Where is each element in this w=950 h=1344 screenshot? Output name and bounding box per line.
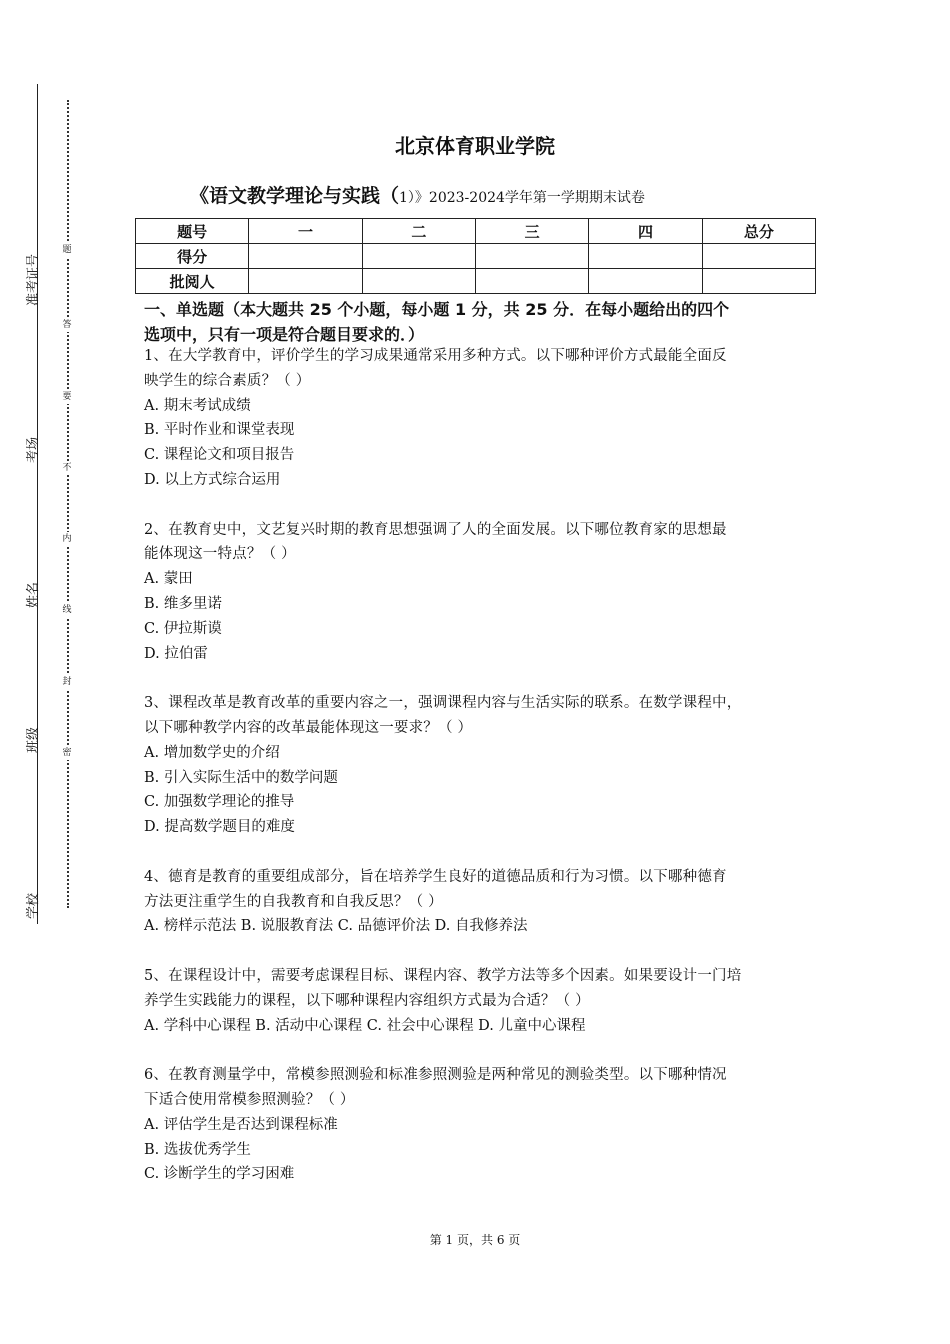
option: C. 伊拉斯谟 bbox=[144, 620, 222, 637]
seal-char: 题 bbox=[60, 243, 74, 257]
option-line: A. 榜样示范法 B. 说服教育法 C. 品德评价法 D. 自我修养法 bbox=[144, 918, 528, 935]
grader-cell[interactable] bbox=[362, 269, 475, 294]
page-footer: 第 1 页，共 6 页 bbox=[429, 1233, 521, 1247]
option: B. 引入实际生活中的数学问题 bbox=[144, 769, 338, 786]
margin-label-exam-room: 考场 bbox=[26, 437, 41, 464]
option: A. 增加数学史的介绍 bbox=[144, 744, 280, 761]
margin-label-exam-id: 准考证号 bbox=[26, 253, 41, 306]
score-table-header-cell: 总分 bbox=[702, 219, 815, 244]
option: D. 拉伯雷 bbox=[144, 645, 208, 662]
question-stem: 4、德育是教育的重要组成部分，旨在培养学生良好的道德品质和行为习惯。以下哪种德育 bbox=[144, 868, 727, 885]
question-stem: 能体现这一特点？（ ） bbox=[144, 546, 296, 563]
option: D. 以上方式综合运用 bbox=[144, 471, 281, 488]
score-cell[interactable] bbox=[589, 244, 702, 269]
grader-cell[interactable] bbox=[702, 269, 815, 294]
grader-row-label: 批阅人 bbox=[136, 269, 249, 294]
option: A. 评估学生是否达到课程标准 bbox=[144, 1116, 338, 1133]
seal-char: 内 bbox=[60, 532, 74, 546]
margin-label-school: 学校 bbox=[26, 893, 41, 920]
question-4 bbox=[144, 865, 820, 939]
question-list bbox=[144, 344, 820, 1212]
grader-cell[interactable] bbox=[589, 269, 702, 294]
score-table bbox=[135, 218, 816, 294]
score-cell[interactable] bbox=[702, 244, 815, 269]
seal-char: 要 bbox=[60, 390, 74, 404]
question-stem: 3、课程改革是教育改革的重要内容之一，强调课程内容与生活实际的联系。在数学课程中， bbox=[144, 695, 742, 712]
seal-char: 密 bbox=[60, 746, 74, 760]
score-cell[interactable] bbox=[475, 244, 588, 269]
section-heading bbox=[144, 297, 820, 347]
question-stem: 5、在课程设计中，需要考虑课程目标、课程内容、教学方法等多个因素。如果要设计一门培 bbox=[144, 967, 742, 984]
seal-char: 不 bbox=[60, 461, 74, 475]
option: A. 蒙田 bbox=[144, 571, 193, 588]
score-table-row-score bbox=[136, 244, 816, 269]
score-table-header-cell: 二 bbox=[362, 219, 475, 244]
score-table-header-row bbox=[136, 219, 816, 244]
seal-char: 封 bbox=[60, 675, 74, 689]
binding-margin-line bbox=[37, 84, 38, 924]
question-stem: 下适合使用常模参照测验？（ ） bbox=[144, 1091, 355, 1108]
grader-cell[interactable] bbox=[249, 269, 362, 294]
question-stem: 以下哪种教学内容的改革最能体现这一要求？（ ） bbox=[144, 719, 473, 736]
seal-dotted-line bbox=[67, 100, 69, 908]
exam-title-rest: 1）》2023-2024学年第一学期期末试卷 bbox=[399, 190, 645, 206]
question-stem: 2、在教育史中，文艺复兴时期的教育思想强调了人的全面发展。以下哪位教育家的思想最 bbox=[144, 521, 727, 538]
exam-title bbox=[190, 181, 830, 208]
option: B. 平时作业和课堂表现 bbox=[144, 422, 295, 439]
score-table-header-cell: 四 bbox=[589, 219, 702, 244]
seal-char: 答 bbox=[60, 318, 74, 332]
margin-label-class: 班级 bbox=[26, 727, 41, 754]
question-3 bbox=[144, 691, 820, 840]
question-stem: 映学生的综合素质？（ ） bbox=[144, 372, 311, 389]
score-table-header-cell: 三 bbox=[475, 219, 588, 244]
section-heading-line: 选项中，只有一项是符合题目要求的．） bbox=[144, 325, 425, 344]
option: A. 期末考试成绩 bbox=[144, 397, 251, 414]
option: B. 维多里诺 bbox=[144, 595, 222, 612]
option: C. 课程论文和项目报告 bbox=[144, 447, 295, 464]
option: C. 诊断学生的学习困难 bbox=[144, 1166, 295, 1183]
score-cell[interactable] bbox=[362, 244, 475, 269]
margin-label-name: 姓名 bbox=[26, 582, 41, 609]
score-table-header-cell: 题号 bbox=[136, 219, 249, 244]
option-line: A. 学科中心课程 B. 活动中心课程 C. 社会中心课程 D. 儿童中心课程 bbox=[144, 1017, 586, 1034]
question-stem: 6、在教育测量学中，常模参照测验和标准参照测验是两种常见的测验类型。以下哪种情况 bbox=[144, 1067, 727, 1084]
question-1 bbox=[144, 344, 820, 493]
question-stem: 1、在大学教育中，评价学生的学习成果通常采用多种方式。以下哪种评价方式最能全面反 bbox=[144, 348, 727, 364]
option: B. 选拔优秀学生 bbox=[144, 1141, 251, 1158]
option: D. 提高数学题目的难度 bbox=[144, 819, 295, 836]
question-stem: 方法更注重学生的自我教育和自我反思？（ ） bbox=[144, 893, 443, 910]
question-stem: 养学生实践能力的课程，以下哪种课程内容组织方式最为合适？（ ） bbox=[144, 992, 590, 1009]
school-title: 北京体育职业学院 bbox=[395, 134, 555, 158]
section-heading-line: 一、单选题（本大题共 25 个小题，每小题 1 分，共 25 分．在每小题给出的四个 bbox=[144, 300, 730, 319]
exam-title-main: 《语文教学理论与实践（ bbox=[190, 185, 400, 207]
score-cell[interactable] bbox=[249, 244, 362, 269]
grader-cell[interactable] bbox=[475, 269, 588, 294]
score-table-row-grader bbox=[136, 269, 816, 294]
option: C. 加强数学理论的推导 bbox=[144, 794, 295, 811]
seal-char: 线 bbox=[60, 603, 74, 617]
score-table-header-cell: 一 bbox=[249, 219, 362, 244]
question-5 bbox=[144, 964, 820, 1038]
question-6 bbox=[144, 1063, 820, 1187]
question-2 bbox=[144, 518, 820, 667]
score-row-label: 得分 bbox=[136, 244, 249, 269]
